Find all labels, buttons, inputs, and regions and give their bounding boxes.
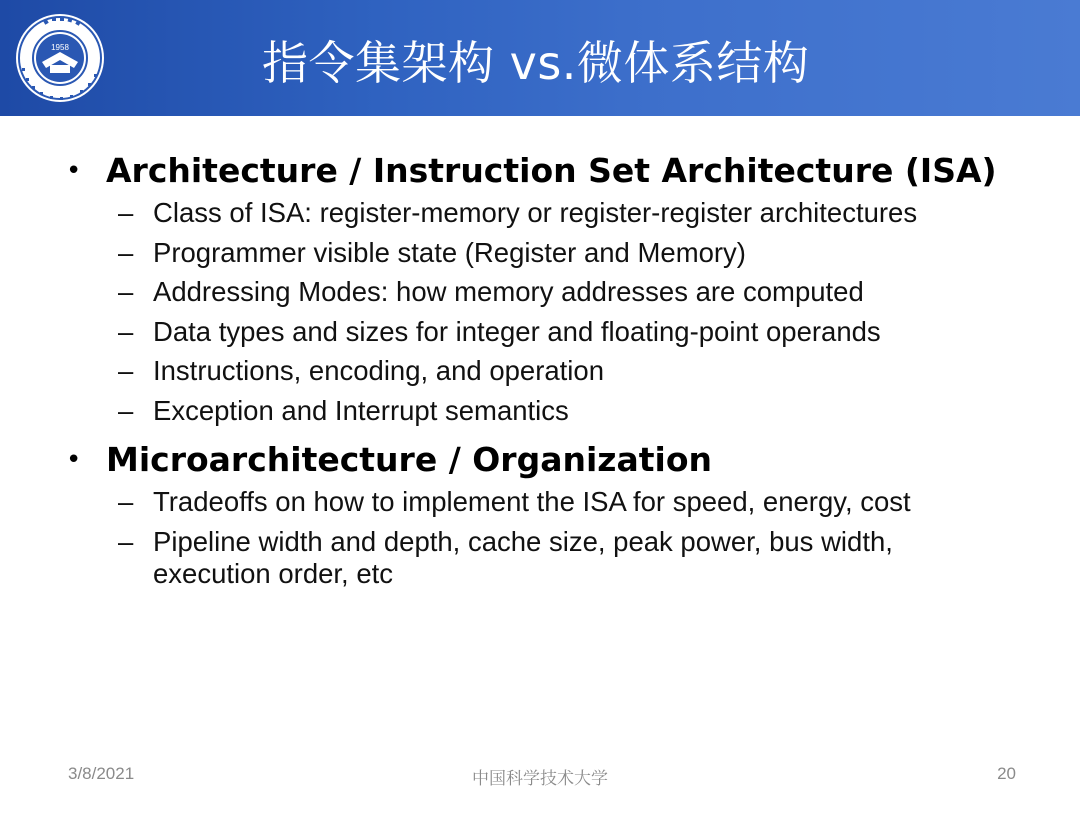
university-seal-icon xyxy=(14,12,106,104)
sub-bullet-text: Exception and Interrupt semantics xyxy=(153,394,569,426)
sub-bullet xyxy=(0,486,1080,518)
footer-date: 3/8/2021 xyxy=(68,764,135,783)
footer-institution: 中国科学技术大学 xyxy=(472,769,608,789)
logo-year: 1958 xyxy=(51,43,69,52)
dash-icon: – xyxy=(118,355,134,386)
bullet-dot-icon: • xyxy=(66,156,82,186)
sub-bullet xyxy=(0,237,1080,269)
bullet-heading-microarchitecture xyxy=(0,434,1080,486)
dash-icon: – xyxy=(118,276,134,307)
dash-icon: – xyxy=(118,486,134,517)
sub-bullet xyxy=(0,316,1080,348)
heading-text: Microarchitecture / Organization xyxy=(106,440,712,479)
footer-page-number: 20 xyxy=(997,764,1016,783)
dash-icon: – xyxy=(118,394,134,426)
dash-icon: – xyxy=(118,525,134,557)
slide-title: 指令集架构 vs.微体系结构 xyxy=(262,36,810,90)
dash-icon: – xyxy=(118,197,134,228)
sub-bullet xyxy=(0,197,1080,229)
sub-bullet xyxy=(0,395,1080,427)
sub-bullet xyxy=(0,355,1080,387)
bullet-dot-icon: • xyxy=(66,445,82,475)
dash-icon: – xyxy=(118,236,134,268)
sub-bullet-text: Class of ISA: register-memory or register-register architectures xyxy=(153,197,918,228)
sub-bullet-text: Instructions, encoding, and operation xyxy=(153,355,604,386)
sub-bullet-text: Pipeline width and depth, cache size, peak power, bus width, execution order, etc xyxy=(153,525,893,589)
heading-text: Architecture / Instruction Set Architecture (ISA) xyxy=(106,151,997,190)
sub-bullet-text: Tradeoffs on how to implement the ISA for speed, energy, cost xyxy=(153,486,911,517)
sub-bullet-text: Programmer visible state (Register and Memory) xyxy=(153,236,746,268)
sub-bullet xyxy=(0,276,1080,308)
sub-bullet-text: Data types and sizes for integer and floating-point operands xyxy=(153,315,881,347)
dash-icon: – xyxy=(118,315,134,347)
bullet-heading-isa xyxy=(0,145,1080,197)
sub-bullet xyxy=(0,526,1073,590)
sub-bullet-text: Addressing Modes: how memory addresses are computed xyxy=(153,276,864,307)
slide-body xyxy=(0,145,1080,597)
title-bar xyxy=(0,0,1080,116)
